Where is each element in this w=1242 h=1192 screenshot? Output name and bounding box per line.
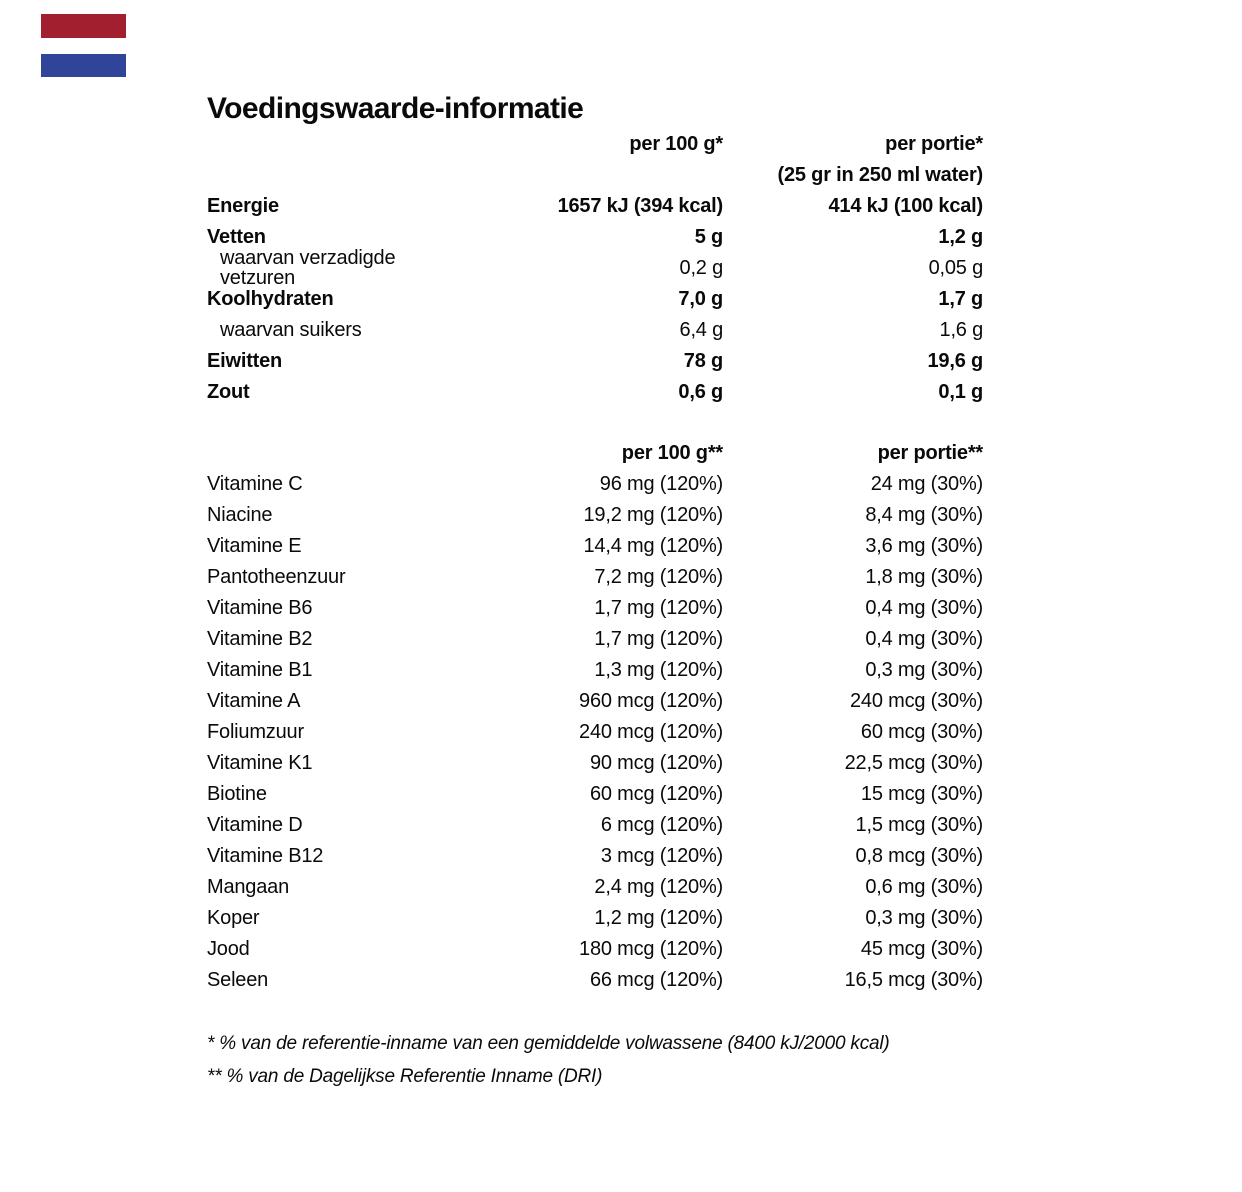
row-label: Biotine bbox=[207, 782, 267, 805]
table-row bbox=[207, 747, 983, 778]
table-row bbox=[207, 716, 983, 747]
value-per-100g: 6,4 g bbox=[679, 318, 723, 341]
value-per-portie: 60 mcg (30%) bbox=[860, 720, 983, 743]
row-label: Vitamine E bbox=[207, 534, 302, 557]
row-label: Mangaan bbox=[207, 875, 289, 898]
macro-header-row bbox=[207, 128, 983, 159]
macro-rows bbox=[207, 190, 983, 407]
value-per-100g: 66 mcg (120%) bbox=[589, 968, 723, 991]
value-per-100g: 1,7 mg (120%) bbox=[594, 627, 723, 650]
col-header-per-100g-dri: per 100 g** bbox=[621, 441, 723, 464]
table-row bbox=[207, 902, 983, 933]
table-row bbox=[207, 840, 983, 871]
value-per-portie: 0,3 mg (30%) bbox=[865, 906, 983, 929]
table-row bbox=[207, 190, 983, 221]
value-per-portie: 240 mcg (30%) bbox=[849, 689, 983, 712]
value-per-portie: 1,8 mg (30%) bbox=[865, 565, 983, 588]
value-per-100g: 7,2 mg (120%) bbox=[594, 565, 723, 588]
value-per-100g: 3 mcg (120%) bbox=[600, 844, 723, 867]
value-per-portie: 0,3 mg (30%) bbox=[865, 658, 983, 681]
value-per-100g: 90 mcg (120%) bbox=[589, 751, 723, 774]
value-per-100g: 7,0 g bbox=[678, 287, 723, 310]
value-per-portie: 3,6 mg (30%) bbox=[865, 534, 983, 557]
row-label: Koper bbox=[207, 906, 260, 929]
macro-nutrients-table bbox=[207, 128, 983, 407]
flag-white-stripe bbox=[41, 38, 126, 54]
col-header-per-portie-dri: per portie** bbox=[877, 441, 983, 464]
value-per-100g: 96 mg (120%) bbox=[599, 472, 723, 495]
value-per-portie: 0,8 mcg (30%) bbox=[855, 844, 983, 867]
value-per-portie: 19,6 g bbox=[927, 349, 983, 372]
col-header-per-100g: per 100 g* bbox=[629, 132, 723, 155]
footnote-reference-intake: * % van de referentie-inname van een gemiddelde volwassene (8400 kJ/2000 kcal) bbox=[207, 1033, 890, 1054]
netherlands-flag-icon bbox=[41, 14, 126, 77]
row-label: Vitamine B12 bbox=[207, 844, 324, 867]
row-label: Energie bbox=[207, 194, 279, 217]
value-per-portie: 1,2 g bbox=[938, 225, 983, 248]
value-per-portie: 45 mcg (30%) bbox=[860, 937, 983, 960]
row-label: Niacine bbox=[207, 503, 273, 526]
value-per-100g: 14,4 mg (120%) bbox=[583, 534, 723, 557]
row-label: Vitamine B6 bbox=[207, 596, 313, 619]
value-per-100g: 1,7 mg (120%) bbox=[594, 596, 723, 619]
value-per-100g: 60 mcg (120%) bbox=[589, 782, 723, 805]
value-per-portie: 414 kJ (100 kcal) bbox=[828, 194, 983, 217]
table-row bbox=[207, 654, 983, 685]
table-row bbox=[207, 246, 983, 289]
col-header-per-portie: per portie* bbox=[885, 132, 983, 155]
row-label: Zout bbox=[207, 380, 250, 403]
value-per-100g: 5 g bbox=[694, 225, 723, 248]
row-label: waarvan verzadigde vetzuren bbox=[220, 246, 396, 289]
table-row bbox=[207, 964, 983, 995]
portie-definition: (25 gr in 250 ml water) bbox=[777, 163, 983, 186]
table-row bbox=[207, 623, 983, 654]
row-label: Pantotheenzuur bbox=[207, 565, 346, 588]
row-label: Seleen bbox=[207, 968, 269, 991]
table-row bbox=[207, 685, 983, 716]
value-per-portie: 0,05 g bbox=[928, 256, 983, 279]
row-label: Vetten bbox=[207, 225, 266, 248]
value-per-portie: 1,7 g bbox=[938, 287, 983, 310]
value-per-portie: 1,5 mcg (30%) bbox=[855, 813, 983, 836]
value-per-portie: 0,6 mg (30%) bbox=[865, 875, 983, 898]
table-row bbox=[207, 345, 983, 376]
table-row bbox=[207, 809, 983, 840]
row-label: Eiwitten bbox=[207, 349, 283, 372]
table-row bbox=[207, 561, 983, 592]
row-label: waarvan suikers bbox=[220, 318, 362, 341]
value-per-portie: 0,4 mg (30%) bbox=[865, 596, 983, 619]
table-row bbox=[207, 283, 983, 314]
value-per-portie: 24 mg (30%) bbox=[870, 472, 983, 495]
micronutrients-table bbox=[207, 437, 983, 995]
table-row bbox=[207, 530, 983, 561]
row-label: Jood bbox=[207, 937, 250, 960]
row-label: Koolhydraten bbox=[207, 287, 334, 310]
value-per-portie: 15 mcg (30%) bbox=[860, 782, 983, 805]
table-row bbox=[207, 592, 983, 623]
flag-blue-stripe bbox=[41, 54, 126, 77]
value-per-100g: 960 mcg (120%) bbox=[579, 689, 723, 712]
row-label: Vitamine B2 bbox=[207, 627, 313, 650]
micro-header-row bbox=[207, 437, 983, 468]
macro-subheader-row bbox=[207, 159, 983, 190]
value-per-100g: 1657 kJ (394 kcal) bbox=[557, 194, 723, 217]
table-row bbox=[207, 778, 983, 809]
value-per-portie: 16,5 mcg (30%) bbox=[844, 968, 983, 991]
row-label: Vitamine C bbox=[207, 472, 303, 495]
value-per-portie: 0,4 mg (30%) bbox=[865, 627, 983, 650]
row-label: Vitamine B1 bbox=[207, 658, 313, 681]
value-per-100g: 6 mcg (120%) bbox=[600, 813, 723, 836]
value-per-100g: 0,6 g bbox=[678, 380, 723, 403]
table-row bbox=[207, 871, 983, 902]
value-per-100g: 19,2 mg (120%) bbox=[583, 503, 723, 526]
value-per-100g: 2,4 mg (120%) bbox=[594, 875, 723, 898]
nutrition-content bbox=[207, 93, 983, 1093]
value-per-portie: 1,6 g bbox=[939, 318, 983, 341]
table-row bbox=[207, 376, 983, 407]
value-per-portie: 8,4 mg (30%) bbox=[865, 503, 983, 526]
row-label: Vitamine A bbox=[207, 689, 301, 712]
row-label: Vitamine D bbox=[207, 813, 303, 836]
micro-rows bbox=[207, 468, 983, 995]
value-per-100g: 180 mcg (120%) bbox=[579, 937, 723, 960]
row-label: Vitamine K1 bbox=[207, 751, 313, 774]
flag-red-stripe bbox=[41, 14, 126, 38]
row-label: Foliumzuur bbox=[207, 720, 304, 743]
table-row bbox=[207, 468, 983, 499]
value-per-100g: 0,2 g bbox=[679, 256, 723, 279]
page-title: Voedingswaarde-informatie bbox=[207, 92, 584, 125]
value-per-100g: 78 g bbox=[683, 349, 723, 372]
table-row bbox=[207, 933, 983, 964]
table-row bbox=[207, 499, 983, 530]
footnotes bbox=[207, 1027, 983, 1093]
value-per-portie: 22,5 mcg (30%) bbox=[844, 751, 983, 774]
value-per-portie: 0,1 g bbox=[938, 380, 983, 403]
table-row bbox=[207, 314, 983, 345]
value-per-100g: 1,2 mg (120%) bbox=[594, 906, 723, 929]
value-per-100g: 1,3 mg (120%) bbox=[594, 658, 723, 681]
value-per-100g: 240 mcg (120%) bbox=[579, 720, 723, 743]
footnote-dri: ** % van de Dagelijkse Referentie Inname (DRI) bbox=[207, 1066, 603, 1087]
